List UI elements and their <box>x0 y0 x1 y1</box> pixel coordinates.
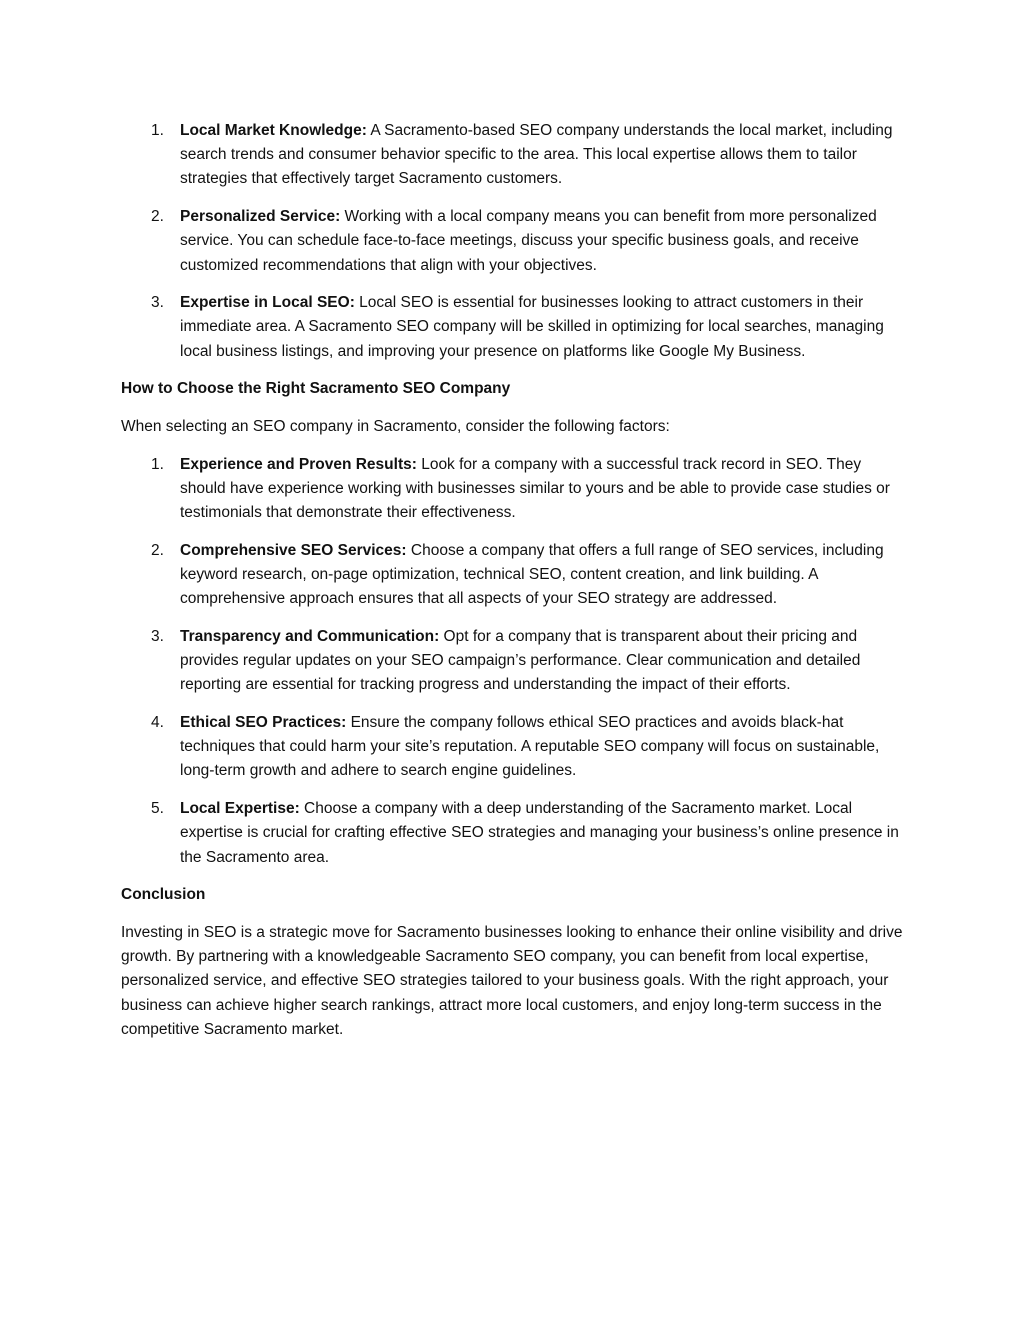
list-item <box>121 119 905 192</box>
list-item-term: Personalized Service: <box>180 208 341 226</box>
factors-list <box>121 453 905 870</box>
conclusion-paragraph: Investing in SEO is a strategic move for Sacramento businesses looking to enhance their online visibility and drive growth. By partnering with a knowledgeable Sacramento SEO company, you can benefit from local expertise, personalized service, and effective SEO strategies tailored to your business goals. With the right approach, your business can achieve higher search rankings, attract more local customers, and enjoy long-term success in the competitive Sacramento market. <box>121 923 903 1038</box>
list-item <box>121 797 905 870</box>
list-number: 1. <box>151 455 164 473</box>
list-item-term: Experience and Proven Results: <box>180 455 417 473</box>
document-page <box>121 119 905 1056</box>
list-item-text: Working with a local company means you can benefit from more personalized service. You can schedule face-to-face meetings, discuss your specific business goals, and receive customized recommendations that align with your objectives. <box>180 208 877 274</box>
list-item-text: A Sacramento-based SEO company understands the local market, including search trends and consumer behavior specific to the area. This local expertise allows them to tailor strategies that effectively target Sacramento customers. <box>180 122 893 188</box>
list-number: 1. <box>151 122 164 139</box>
list-item <box>121 625 905 698</box>
list-number: 2. <box>151 541 164 559</box>
list-number: 4. <box>151 714 164 732</box>
list-item <box>121 539 905 612</box>
list-item-term: Transparency and Communication: <box>180 627 440 645</box>
list-number: 5. <box>151 800 164 818</box>
list-item-text: Local SEO is essential for businesses looking to attract customers in their immediate area. A Sacramento SEO company will be skilled in optimizing for local searches, managing local business listings, and improving your presence on platforms like Google My Business. <box>180 294 884 360</box>
list-number: 2. <box>151 208 164 226</box>
list-item <box>121 711 905 784</box>
list-item-text: Opt for a company that is transparent about their pricing and provides regular updates on your SEO campaign’s performance. Clear communication and detailed reporting are essential for tracking progress and understanding the impact of their efforts. <box>180 627 861 694</box>
section-heading: How to Choose the Right Sacramento SEO Company <box>121 380 511 398</box>
list-item-term: Local Market Knowledge: <box>180 122 367 139</box>
list-item-term: Comprehensive SEO Services: <box>180 541 407 559</box>
list-item <box>121 205 905 278</box>
list-number: 3. <box>151 627 164 645</box>
list-item-text: Ensure the company follows ethical SEO practices and avoids black-hat techniques that could harm your site’s reputation. A reputable SEO company will focus on sustainable, long-term growth and adhere to search engine guidelines. <box>180 714 880 780</box>
list-item <box>121 291 905 364</box>
list-number: 3. <box>151 294 164 312</box>
list-item-text: Choose a company with a deep understanding of the Sacramento market. Local expertise is crucial for crafting effective SEO strategies and managing your business’s online presence in the Sacramento area. <box>180 800 899 866</box>
list-item-text: Look for a company with a successful track record in SEO. They should have experience working with businesses similar to yours and be able to provide case studies or testimonials that demonstrate their effectiveness. <box>180 455 890 522</box>
list-item <box>121 453 905 526</box>
list-item-term: Local Expertise: <box>180 800 300 818</box>
list-item-term: Expertise in Local SEO: <box>180 294 355 312</box>
list-item-text: Choose a company that offers a full range of SEO services, including keyword research, on-page optimization, technical SEO, content creation, and link building. A comprehensive approach ensures that all aspects of your SEO strategy are addressed. <box>180 541 884 608</box>
conclusion-heading: Conclusion <box>121 886 206 904</box>
list-item-term: Ethical SEO Practices: <box>180 714 347 732</box>
section-intro: When selecting an SEO company in Sacramento, consider the following factors: <box>121 418 670 436</box>
benefits-list <box>121 119 905 364</box>
